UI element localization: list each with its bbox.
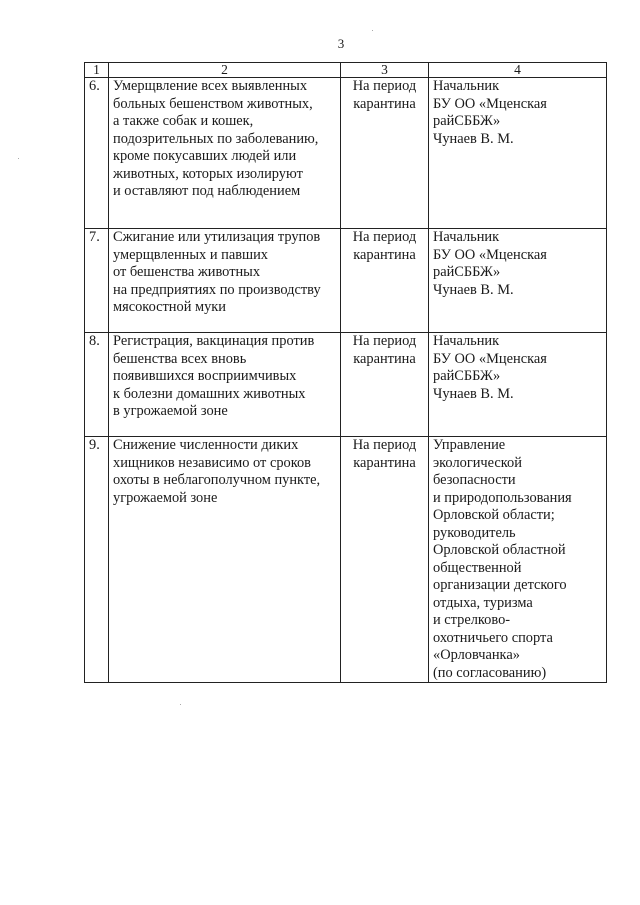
responsible-cell: Начальник БУ ОО «Мценская райСББЖ» Чунаев В. М. xyxy=(429,78,607,229)
table-row xyxy=(85,229,607,333)
header-col-2: 2 xyxy=(109,63,341,78)
row-number: 7. xyxy=(85,229,109,333)
period-cell: На период карантина xyxy=(341,437,429,683)
responsible-cell: Начальник БУ ОО «Мценская райСББЖ» Чунаев В. М. xyxy=(429,229,607,333)
row-number: 9. xyxy=(85,437,109,683)
row-number: 8. xyxy=(85,333,109,437)
table-row xyxy=(85,78,607,229)
period-cell: На период карантина xyxy=(341,333,429,437)
header-col-3: 3 xyxy=(341,63,429,78)
row-number: 6. xyxy=(85,78,109,229)
measures-table xyxy=(84,62,607,683)
table-header-row xyxy=(85,63,607,78)
period-cell: На период карантина xyxy=(341,229,429,333)
responsible-cell: Управление экологической безопасности и природопользования Орловской области; руководитель Орловской областной общественной организации детского отдыха, туризма и стрелково- охотничьего спорта «Орловчанка» (по согласованию) xyxy=(429,437,607,683)
measure-cell: Умерщвление всех выявленных больных бешенством животных, а также собак и кошек, подозрительных по заболеванию, кроме покусавших людей или животных, которых изолируют и оставляют под наблюдением xyxy=(109,78,341,229)
page-number: 3 xyxy=(337,36,345,51)
scan-speck xyxy=(180,704,181,705)
scan-speck xyxy=(18,158,19,159)
header-col-4: 4 xyxy=(429,63,607,78)
measure-cell: Сжигание или утилизация трупов умерщвленных и павших от бешенства животных на предприятиях по производству мясокостной муки xyxy=(109,229,341,333)
scan-speck xyxy=(372,30,373,31)
measure-cell: Регистрация, вакцинация против бешенства всех вновь появившихся восприимчивых к болезни домашних животных в угрожаемой зоне xyxy=(109,333,341,437)
responsible-cell: Начальник БУ ОО «Мценская райСББЖ» Чунаев В. М. xyxy=(429,333,607,437)
header-col-1: 1 xyxy=(85,63,109,78)
table-row xyxy=(85,333,607,437)
table-row xyxy=(85,437,607,683)
measure-cell: Снижение численности диких хищников независимо от сроков охоты в неблагополучном пункте, угрожаемой зоне xyxy=(109,437,341,683)
period-cell: На период карантина xyxy=(341,78,429,229)
